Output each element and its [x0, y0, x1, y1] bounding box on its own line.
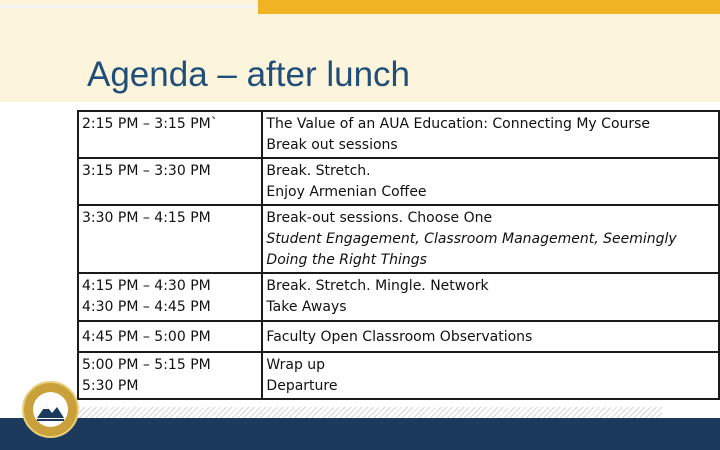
- agenda-item-text: The Value of an AUA Education: Connecting My Course: [266, 116, 651, 132]
- agenda-row: [78, 158, 719, 205]
- agenda-item-text: Enjoy Armenian Coffee: [266, 184, 427, 200]
- time-text: 5:00 PM – 5:15 PM: [82, 357, 211, 373]
- time-text: 3:15 PM – 3:30 PM: [82, 163, 211, 179]
- agenda-row: [78, 321, 719, 352]
- agenda-item-text: Wrap up: [266, 357, 326, 373]
- time-text: 3:30 PM – 4:15 PM: [82, 210, 211, 226]
- seal-emblem-icon: [33, 392, 68, 427]
- time-cell: [78, 352, 262, 399]
- agenda-table: [77, 110, 720, 400]
- time-text: 4:30 PM – 4:45 PM: [82, 299, 211, 315]
- seal-inner-disc: [33, 392, 68, 427]
- header-accent-bar: [258, 0, 720, 14]
- agenda-item-italic: Doing the Right Things: [266, 252, 427, 268]
- university-seal-icon: [22, 381, 79, 438]
- description-cell: [262, 352, 719, 399]
- agenda-item-text: Break out sessions: [266, 137, 398, 153]
- agenda-item-text: Break-out sessions. Choose One: [266, 210, 493, 226]
- footer-bar: [0, 418, 720, 450]
- description-cell: [262, 321, 719, 352]
- agenda-item-text: Break. Stretch. Mingle. Network: [266, 278, 489, 294]
- time-text: 5:30 PM: [82, 378, 139, 394]
- description-cell: [262, 158, 719, 205]
- time-cell: [78, 273, 262, 321]
- slide-title: Agenda – after lunch: [87, 55, 411, 94]
- agenda-item-text: Take Aways: [266, 299, 347, 315]
- description-cell: [262, 273, 719, 321]
- time-text: 2:15 PM – 3:15 PM`: [82, 116, 218, 132]
- header-rule-left: [0, 5, 258, 8]
- description-cell: [262, 111, 719, 158]
- time-cell: [78, 321, 262, 352]
- agenda-row: [78, 111, 719, 158]
- agenda-item-text: Departure: [266, 378, 338, 394]
- time-cell: [78, 158, 262, 205]
- time-text: 4:15 PM – 4:30 PM: [82, 278, 211, 294]
- time-text: 4:45 PM – 5:00 PM: [82, 328, 211, 345]
- description-cell: [262, 205, 719, 273]
- time-cell: [78, 205, 262, 273]
- agenda-row: [78, 273, 719, 321]
- agenda-item-italic: Student Engagement, Classroom Management, Seemingly: [266, 231, 677, 247]
- agenda-item-text: Faculty Open Classroom Observations: [266, 328, 533, 345]
- time-cell: [78, 111, 262, 158]
- agenda-item-text: Break. Stretch.: [266, 163, 371, 179]
- agenda-row: [78, 352, 719, 399]
- footer-hatch-stripe: [56, 407, 662, 418]
- agenda-row: [78, 205, 719, 273]
